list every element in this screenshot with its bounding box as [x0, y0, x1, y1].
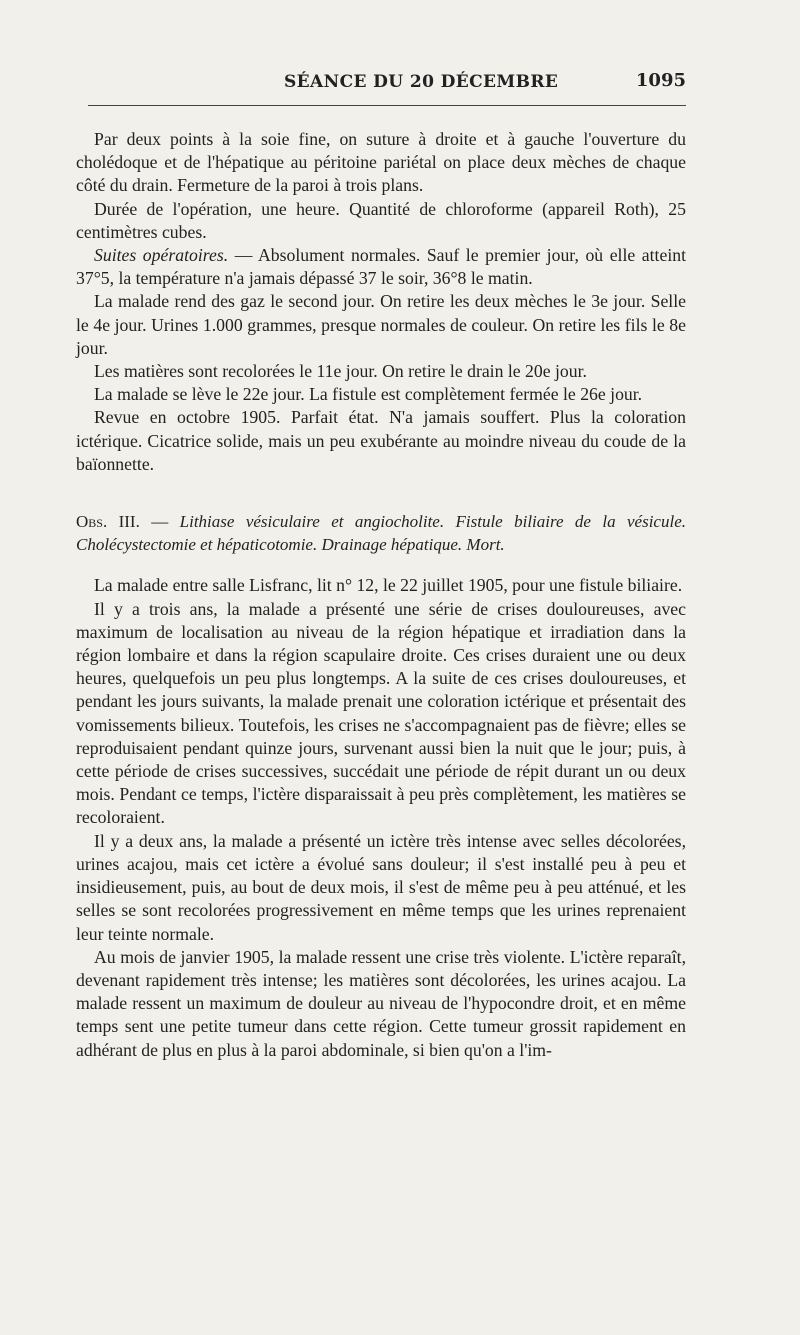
observation-separator: —: [139, 512, 180, 532]
paragraph-duree: Durée de l'opération, une heure. Quantité de chloroforme (appareil Roth), 25 centimètres cubes.: [76, 198, 686, 242]
book-page: [76, 64, 686, 1244]
paragraph-trois-ans: Il y a trois ans, la malade a présenté une série de crises douloureuses, avec maximum de localisation au niveau de la région hépatique et irradiation dans la région lombaire et dans la région scapulaire droite. Ces crises duraient une ou deux heures, quelquefois un peu plus longtemps. A la suite de ces crises douloureuses, et pendant les jours suivants, la malade prenait une coloration ictérique et présentait des vomissements bilieux. Toutefois, les crises ne s'accompagnaient pas de fièvre; elles se reproduisaient pendant quinze jours, survenant aussi bien la nuit que le jour; puis, à cette période de crises successives, succédait une période de répit durant un ou deux mois. Pendant ce temps, l'ictère disparaissait à peu près complètement, les matières se recoloraient.: [76, 598, 686, 828]
paragraph-deux-ans: Il y a deux ans, la malade a présenté un ictère très intense avec selles décolorées, urines acajou, mais cet ictère a évolué sans douleur; il s'est installé peu à peu et insidieusement, puis, au bout de deux mois, il s'est de même peu à peu atténué, et les selles se sont recolorées progressivement en même temps que les urines reprenaient leur teinte normale.: [76, 830, 686, 944]
suites-text: — Absolument normales. Sauf le premier jour, où elle atteint 37°5, la température n'a jamais dépassé 37 le soir, 36°8 le matin.: [76, 245, 686, 289]
suites-lead: Suites opératoires.: [94, 245, 229, 266]
paragraph-suites: [76, 244, 686, 290]
paragraph-revue: Revue en octobre 1905. Parfait état. N'a jamais souffert. Plus la coloration ictérique. Cicatrice solide, mais un peu exubérante au moindre niveau du coude de la baïonnette.: [76, 407, 686, 474]
paragraph-janvier: Au mois de janvier 1905, la malade ressent une crise très violente. L'ictère reparaît, devenant rapidement très intense; les matières sont décolorées, les urines acajou. La malade ressent un maximum de douleur au niveau de l'hypocondre droit, et en même temps sent une petite tumeur dans cette région. Cette tumeur grossit rapidement en adhérant de plus en plus à la paroi abdominale, si bien qu'on a l'im-: [76, 946, 686, 1060]
paragraph-matieres: Les matières sont recolorées le 11e jour. On retire le drain le 20e jour.: [94, 361, 587, 382]
header-rule: [88, 105, 686, 106]
page-header: [76, 64, 686, 94]
paragraph-leve: La malade se lève le 22e jour. La fistule est complètement fermée le 26e jour.: [94, 384, 643, 405]
paragraph-entree: La malade entre salle Lisfranc, lit n° 12, le 22 juillet 1905, pour une fistule biliaire.: [94, 575, 683, 596]
observation-title: [76, 510, 686, 556]
observation-description: Lithiase vésiculaire et angiocholite. Fistule biliaire de la vésicule. Cholécystectomie et hépaticotomie. Drainage hépatique. Mort.: [76, 512, 686, 555]
paragraph-gaz: La malade rend des gaz le second jour. On retire les deux mèches le 3e jour. Selle le 4e jour. Urines 1.000 grammes, presque normales de couleur. On retire les fils le 8e jour.: [76, 291, 686, 358]
paragraph-suture: Par deux points à la soie fine, on suture à droite et à gauche l'ouverture du cholédoque et de l'hépatique au péritoine pariétal on place deux mèches de chaque côté du drain. Fermeture de la paroi à trois plans.: [76, 129, 686, 196]
running-head: SÉANCE DU 20 DÉCEMBRE: [284, 72, 559, 92]
observation-label: Obs. III.: [76, 512, 140, 532]
page-body: [76, 128, 686, 1062]
page-number: 1095: [635, 70, 686, 91]
